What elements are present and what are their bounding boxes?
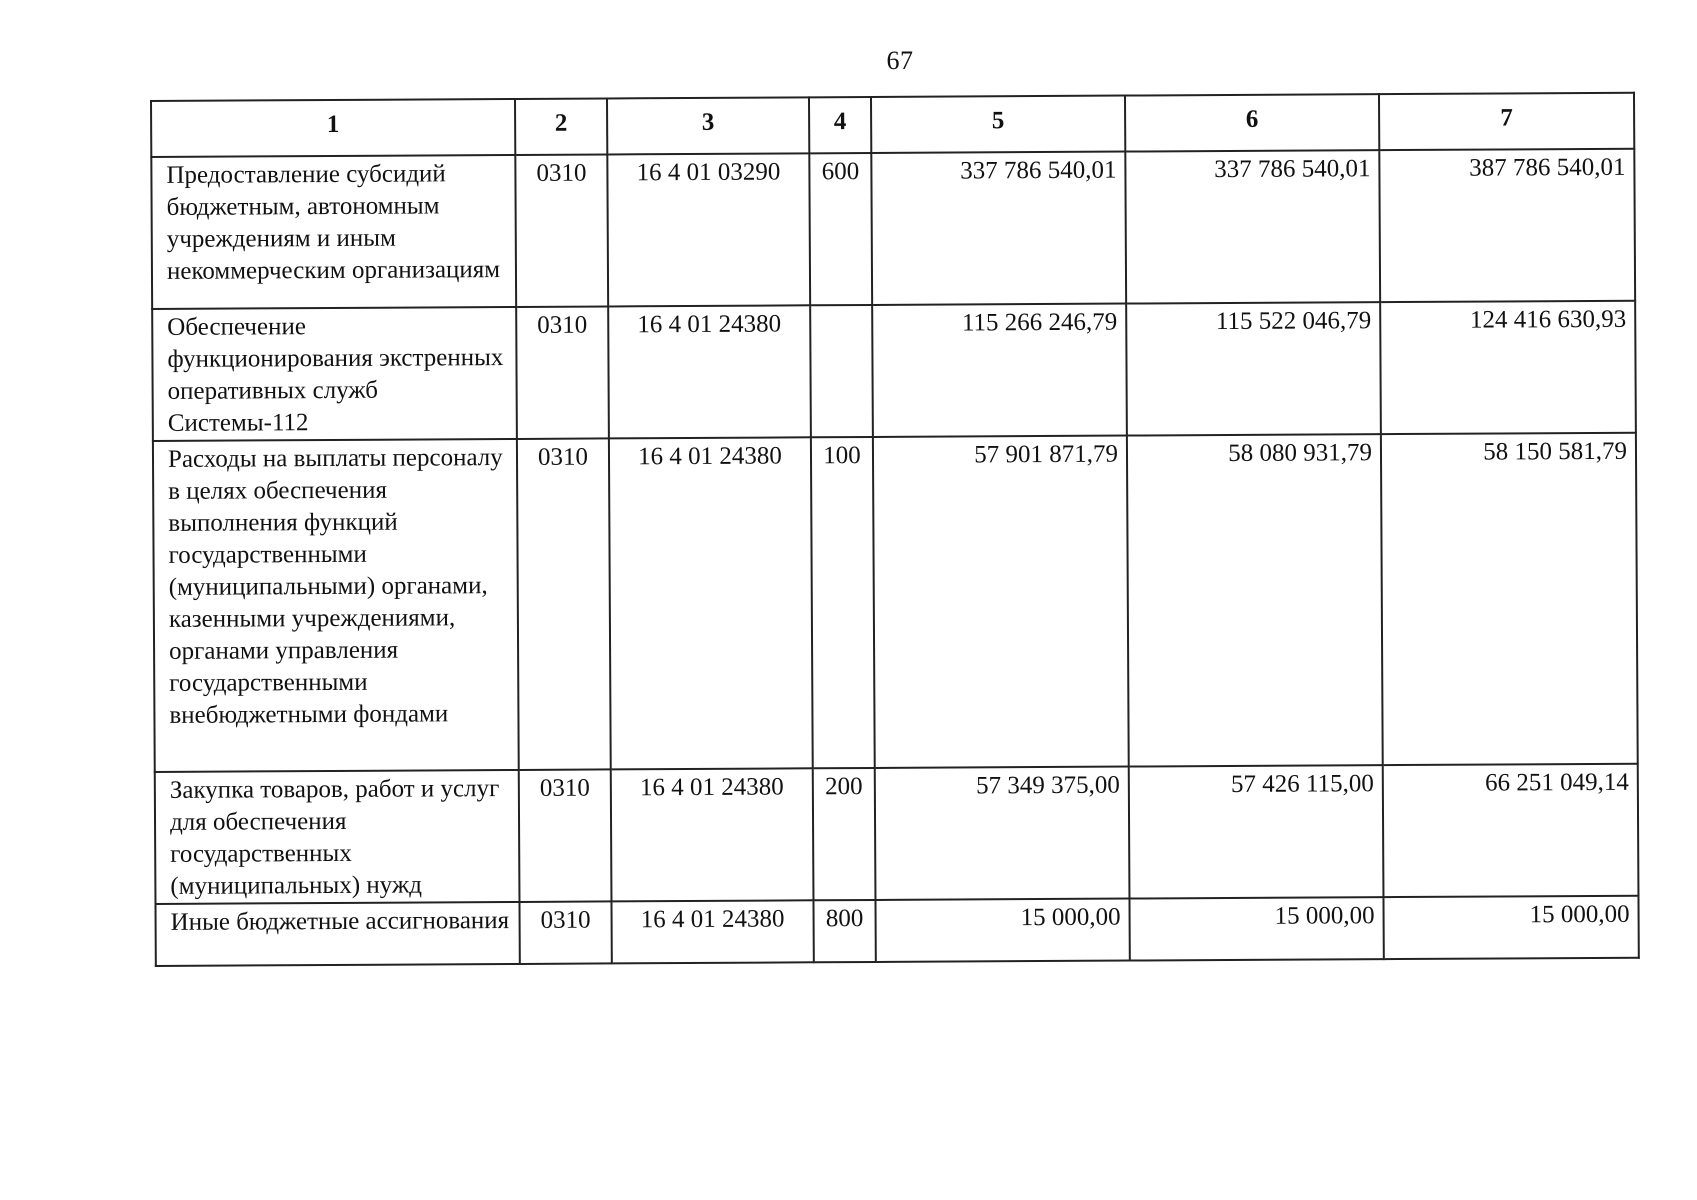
amount-year2-cell: 15 000,00 (1129, 897, 1383, 960)
amount-year3-cell: 387 786 540,01 (1379, 149, 1635, 302)
column-header-7: 7 (1379, 93, 1634, 150)
budget-table-container (150, 92, 1638, 967)
column-header-3: 3 (607, 97, 809, 154)
target-code-cell: 16 4 01 03290 (607, 153, 810, 306)
amount-year3-cell: 66 251 049,14 (1383, 764, 1639, 897)
amount-year1-cell: 57 901 871,79 (873, 436, 1129, 768)
section-code-cell: 0310 (519, 769, 612, 902)
amount-year2-cell: 57 426 115,00 (1129, 765, 1384, 898)
amount-year3-cell: 124 416 630,93 (1380, 301, 1636, 434)
row-name-cell: Обеспечение функционирования экстренных оперативных служб Системы-112 (152, 307, 517, 441)
amount-year3-cell: 15 000,00 (1383, 896, 1638, 959)
section-code-cell: 0310 (517, 438, 611, 770)
table-row (151, 149, 1635, 309)
expense-type-cell (810, 305, 873, 437)
target-code-cell: 16 4 01 24380 (609, 437, 813, 769)
amount-year2-cell: 58 080 931,79 (1127, 434, 1383, 766)
expense-type-cell: 200 (813, 768, 876, 900)
column-header-6: 6 (1125, 94, 1379, 151)
target-code-cell: 16 4 01 24380 (608, 305, 811, 438)
row-name-cell: Закупка товаров, работ и услуг для обеспечения государственных (муниципальных) нужд (155, 770, 520, 904)
section-code-cell: 0310 (519, 901, 611, 964)
target-code-cell: 16 4 01 24380 (611, 900, 813, 963)
column-header-1: 1 (151, 99, 515, 157)
amount-year3-cell: 58 150 581,79 (1381, 433, 1638, 765)
table-row (153, 433, 1638, 772)
expense-type-cell: 100 (811, 437, 875, 768)
column-header-4: 4 (809, 97, 871, 153)
expense-type-cell: 600 (809, 153, 872, 305)
amount-year1-cell: 337 786 540,01 (871, 152, 1126, 305)
budget-table (150, 92, 1640, 967)
amount-year1-cell: 57 349 375,00 (875, 767, 1130, 900)
amount-year1-cell: 115 266 246,79 (872, 304, 1127, 437)
amount-year2-cell: 115 522 046,79 (1126, 302, 1381, 435)
row-name-cell: Иные бюджетные ассигнования (155, 902, 519, 966)
section-code-cell: 0310 (516, 306, 609, 439)
table-row (155, 764, 1639, 904)
table-row (152, 301, 1636, 441)
row-name-cell: Расходы на выплаты персоналу в целях обеспечения выполнения функций государственными (муниципальными) органами, казенными учреждениями, органами управления государственными внебюджетными фондами (153, 439, 519, 772)
target-code-cell: 16 4 01 24380 (611, 768, 814, 901)
column-header-5: 5 (871, 96, 1125, 153)
table-row (155, 896, 1638, 966)
table-header-row (151, 93, 1634, 157)
section-code-cell: 0310 (515, 154, 608, 307)
page-number: 67 (886, 46, 914, 75)
row-name-cell: Предоставление субсидий бюджетным, автономным учреждениям и иным некоммерческим организациям (151, 155, 516, 309)
expense-type-cell: 800 (813, 900, 875, 962)
amount-year1-cell: 15 000,00 (875, 899, 1129, 962)
amount-year2-cell: 337 786 540,01 (1125, 150, 1380, 303)
column-header-2: 2 (515, 98, 607, 155)
